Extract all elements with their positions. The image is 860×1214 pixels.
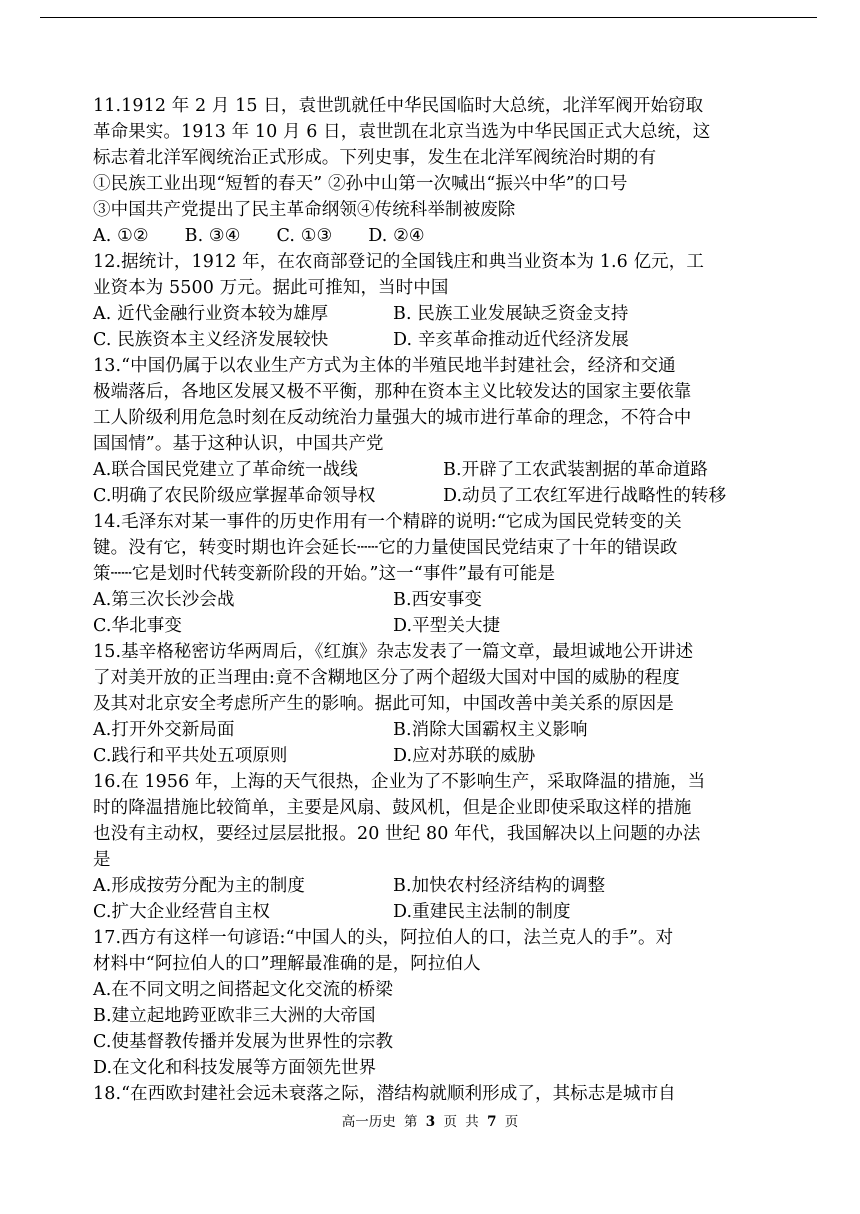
footer-page-suffix: 页 xyxy=(504,1114,519,1130)
q17-line-1: 17.西方有这样一句谚语:“中国人的头，阿拉伯人的口，法兰克人的手”。对 xyxy=(93,928,674,948)
q12-option-b: B. 民族工业发展缺乏资金支持 xyxy=(393,304,629,324)
question-18 xyxy=(93,1081,773,1107)
q11-option-d: D. ②④ xyxy=(368,226,425,246)
q15-option-c: C.践行和平共处五项原则 xyxy=(93,746,288,766)
question-16 xyxy=(93,769,773,925)
q13-line-1: 13.“中国仍属于以农业生产方式为主体的半殖民地半封建社会，经济和交通 xyxy=(93,356,676,376)
q16-options-row-2 xyxy=(93,899,773,925)
q17-option-c: C.使基督教传播并发展为世界性的宗教 xyxy=(93,1032,394,1052)
q14-option-a: A.第三次长沙会战 xyxy=(93,590,235,610)
q16-option-d: D.重建民主法制的制度 xyxy=(393,902,571,922)
q12-line-2: 业资本为 5500 万元。据此可推知，当时中国 xyxy=(93,278,449,298)
q13-options-row-1 xyxy=(93,457,773,483)
q17-option-d: D.在文化和科技发展等方面领先世界 xyxy=(93,1058,377,1078)
q17-option-b: B.建立起地跨亚欧非三大洲的大帝国 xyxy=(93,1006,376,1026)
q16-option-c: C.扩大企业经营自主权 xyxy=(93,902,270,922)
footer-page-number: 3 xyxy=(425,1114,436,1130)
q14-options-row-1 xyxy=(93,587,773,613)
footer-page-middle: 页 共 xyxy=(443,1114,479,1130)
q15-option-d: D.应对苏联的威胁 xyxy=(393,746,536,766)
q11-line-4: ①民族工业出现“短暂的春天” ②孙中山第一次喊出“振兴中华”的口号 xyxy=(93,174,628,194)
q14-line-1: 14.毛泽东对某一事件的历史作用有一个精辟的说明:“它成为国民党转变的关 xyxy=(93,512,682,532)
q16-line-1: 16.在 1956 年，上海的天气很热，企业为了不影响生产，采取降温的措施，当 xyxy=(93,772,706,792)
q11-line-5: ③中国共产党提出了民主革命纲领④传统科举制被废除 xyxy=(93,200,516,220)
q15-option-b: B.消除大国霸权主义影响 xyxy=(393,720,588,740)
q13-option-b: B.开辟了工农武装割据的革命道路 xyxy=(443,460,709,480)
question-14 xyxy=(93,509,773,639)
q11-options xyxy=(93,223,773,249)
question-content xyxy=(93,93,773,1107)
question-13 xyxy=(93,353,773,509)
q11-option-a: A. ①② xyxy=(93,226,149,246)
q11-option-b: B. ③④ xyxy=(184,226,241,246)
q13-option-a: A.联合国民党建立了革命统一战线 xyxy=(93,460,358,480)
question-11 xyxy=(93,93,773,249)
q14-options-row-2 xyxy=(93,613,773,639)
q16-option-b: B.加快农村经济结构的调整 xyxy=(393,876,606,896)
footer-subject: 高一历史 xyxy=(341,1114,396,1130)
q11-line-2: 革命果实。1913 年 10 月 6 日，袁世凯在北京当选为中华民国正式大总统，这 xyxy=(93,122,711,142)
q15-line-3: 及其对北京安全考虑所产生的影响。据此可知，中国改善中美关系的原因是 xyxy=(93,694,674,714)
q15-options-row-1 xyxy=(93,717,773,743)
q16-line-3: 也没有主动权，要经过层层批报。20 世纪 80 年代，我国解决以上问题的办法 xyxy=(93,824,701,844)
q12-option-d: D. 辛亥革命推动近代经济发展 xyxy=(393,330,630,350)
q17-line-2: 材料中“阿拉伯人的口”理解最准确的是，阿拉伯人 xyxy=(93,954,481,974)
q15-option-a: A.打开外交新局面 xyxy=(93,720,235,740)
q16-option-a: A.形成按劳分配为主的制度 xyxy=(93,876,305,896)
q12-option-a: A. 近代金融行业资本较为雄厚 xyxy=(93,304,329,324)
q13-options-row-2 xyxy=(93,483,773,509)
q17-option-a: A.在不同文明之间搭起文化交流的桥梁 xyxy=(93,980,393,1000)
q12-line-1: 12.据统计，1912 年，在农商部登记的全国钱庄和典当业资本为 1.6 亿元，工 xyxy=(93,252,704,272)
q11-line-1: 11.1912 年 2 月 15 日，袁世凯就任中华民国临时大总统，北洋军阀开始窃取 xyxy=(93,96,704,116)
q18-line-1: 18.“在西欧封建社会远未衰落之际，潜结构就顺利形成了，其标志是城市自 xyxy=(93,1084,676,1104)
q14-option-c: C.华北事变 xyxy=(93,616,182,636)
q12-options-row-1 xyxy=(93,301,773,327)
top-rule xyxy=(40,17,817,18)
footer-page-total: 7 xyxy=(487,1114,497,1130)
q13-option-c: C.明确了农民阶级应掌握革命领导权 xyxy=(93,486,376,506)
q13-line-4: 国国情”。基于这种认识，中国共产党 xyxy=(93,434,384,454)
q13-line-3: 工人阶级利用危急时刻在反动统治力量强大的城市进行革命的理念，不符合中 xyxy=(93,408,692,428)
question-17 xyxy=(93,925,773,1081)
q14-line-2: 键。没有它，转变时期也许会延长┄┄它的力量使国民党结束了十年的错误政 xyxy=(93,538,678,558)
q15-line-2: 了对美开放的正当理由:竟不含糊地区分了两个超级大国对中国的威胁的程度 xyxy=(93,668,680,688)
q14-option-d: D.平型关大捷 xyxy=(393,616,501,636)
q13-line-2: 极端落后，各地区发展又极不平衡，那种在资本主义比较发达的国家主要依靠 xyxy=(93,382,692,402)
q11-option-c: C. ①③ xyxy=(276,226,333,246)
q16-line-2: 时的降温措施比较简单，主要是风扇、鼓风机，但是企业即使采取这样的措施 xyxy=(93,798,692,818)
question-12 xyxy=(93,249,773,353)
q12-options-row-2 xyxy=(93,327,773,353)
q15-options-row-2 xyxy=(93,743,773,769)
q16-options-row-1 xyxy=(93,873,773,899)
q11-line-3: 标志着北洋军阀统治正式形成。下列史事，发生在北洋军阀统治时期的有 xyxy=(93,148,657,168)
footer-page-prefix: 第 xyxy=(404,1114,418,1130)
q16-line-4: 是 xyxy=(93,850,111,870)
q12-option-c: C. 民族资本主义经济发展较快 xyxy=(93,330,329,350)
question-15 xyxy=(93,639,773,769)
page-footer xyxy=(0,1110,860,1130)
q15-line-1: 15.基辛格秘密访华两周后，《红旗》杂志发表了一篇文章，最坦诚地公开讲述 xyxy=(93,642,694,662)
q14-option-b: B.西安事变 xyxy=(393,590,483,610)
q13-option-d: D.动员了工农红军进行战略性的转移 xyxy=(443,486,727,506)
q14-line-3: 策┄┄它是划时代转变新阶段的开始。”这一“事件”最有可能是 xyxy=(93,564,556,584)
